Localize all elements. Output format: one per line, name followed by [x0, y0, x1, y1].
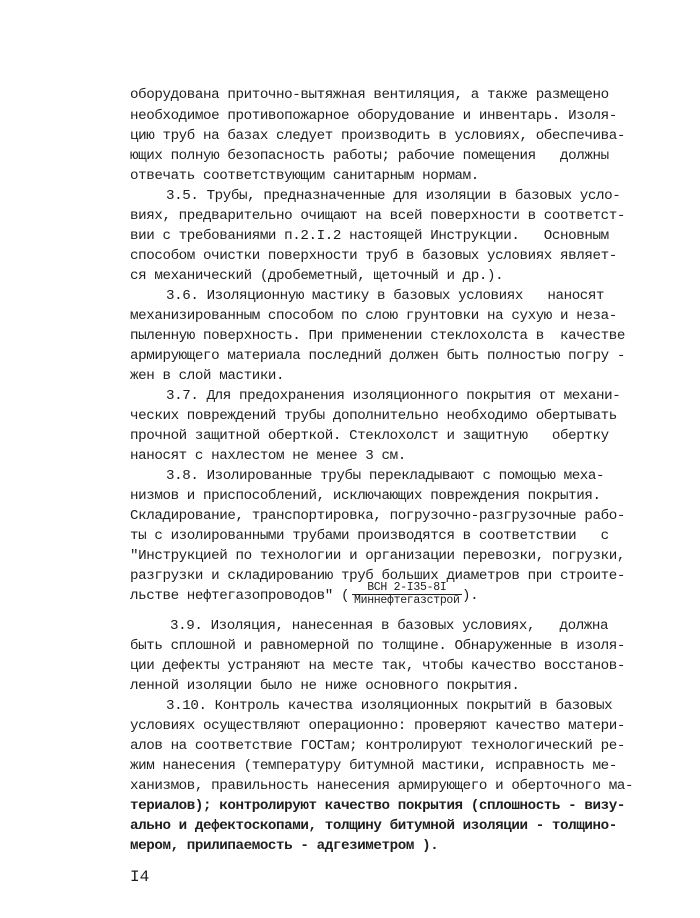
- text-line: отвечать соответствующим санитарным нормам.: [130, 168, 479, 184]
- text-line: механизированным способом по слою грунтовки на сухую и неза-: [130, 308, 617, 324]
- text-line: ты с изолированными трубами производятся в соответствии с: [130, 528, 609, 544]
- text-line: виях, предварительно очищают на всей поверхности в соответст-: [130, 208, 625, 224]
- text-line: оборудована приточно-вытяжная вентиляция, а также размещено: [130, 87, 609, 103]
- paragraph-3-9: 3.9. Изоляция, нанесенная в базовых условиях, должна: [170, 618, 609, 634]
- text-line: прочной защитной оберткой. Стеклохолст и защитную обертку: [130, 428, 609, 444]
- text-line: ющих полную безопасность работы; рабочие помещения должны: [130, 148, 609, 164]
- text-line: способом очистки поверхности труб в базовых условиях являет-: [130, 248, 617, 264]
- text-line: необходимое противопожарное оборудование и инвентарь. Изоля-: [130, 108, 617, 124]
- text-line: алов на соответствие ГОСТам; контролируют технологический ре-: [130, 738, 625, 754]
- text-line: ленной изоляции было не ниже основного покрытия.: [130, 678, 520, 694]
- text-line: разгрузки и складированию труб больших диаметров при строите-: [130, 568, 625, 584]
- text-line: жен в слой мастики.: [130, 368, 285, 384]
- text-line: пыленную поверхность. При применении стеклохолста в качестве: [130, 328, 625, 344]
- text-line: быть сплошной и равномерной по толщине. Обнаруженные в изоля-: [130, 638, 625, 654]
- reference-numerator: ВСН 2-I35-8I: [352, 582, 462, 595]
- text-line: "Инструкцией по технологии и организации перевозки, погрузки,: [130, 548, 625, 564]
- text-line: ханизмов, правильность нанесения армирующего и оберточного ма-: [130, 778, 634, 794]
- text-line: ческих повреждений трубы дополнительно необходимо обертывать: [130, 408, 617, 424]
- paragraph-3-7: 3.7. Для предохранения изоляционного покрытия от механи-: [166, 388, 621, 404]
- reference-closing: ).: [462, 588, 479, 604]
- text-line: ся механический (дробеметный, щеточный и др.).: [130, 268, 504, 284]
- text-line: армирующего материала последний должен быть полностью погру -: [130, 348, 625, 364]
- text-line: цию труб на базах следует производить в условиях, обеспечива-: [130, 128, 625, 144]
- text-line: наносят с нахлестом не менее 3 см.: [130, 448, 406, 464]
- text-line: жим нанесения (температуру битумной мастики, исправность ме-: [130, 758, 617, 774]
- text-line: ально и дефектоскопами, толщину битумной изоляции - толщино-: [130, 818, 617, 834]
- page-number: I4: [130, 868, 150, 886]
- text-line: ции дефекты устраняют на месте так, чтобы качество восстанов-: [130, 658, 625, 674]
- paragraph-3-6: 3.6. Изоляционную мастику в базовых условиях наносят: [166, 288, 605, 304]
- paragraph-3-8: 3.8. Изолированные трубы перекладывают с помощью меха-: [166, 468, 605, 484]
- reference-denominator: Миннефтегазстрой: [354, 594, 460, 607]
- paragraph-3-5: 3.5. Трубы, предназначенные для изоляции в базовых усло-: [166, 188, 621, 204]
- text-line: низмов и приспособлений, исключающих повреждения покрытия.: [130, 488, 601, 504]
- reference-fraction: [352, 582, 462, 607]
- text-line: вии с требованиями п.2.I.2 настоящей Инструкции. Основным: [130, 228, 609, 244]
- text-line: льстве нефтегазопроводов" (: [130, 588, 350, 604]
- text-line: Складирование, транспортировка, погрузочно-разгрузочные рабо-: [130, 508, 625, 524]
- text-line: териалов); контролируют качество покрытия (сплошность - визу-: [130, 798, 625, 814]
- text-line: условиях осуществляют операционно: проверяют качество матери-: [130, 718, 625, 734]
- paragraph-3-10: 3.10. Контроль качества изоляционных покрытий в базовых: [166, 698, 613, 714]
- text-line: мером, прилипаемость - адгезиметром ).: [130, 838, 439, 854]
